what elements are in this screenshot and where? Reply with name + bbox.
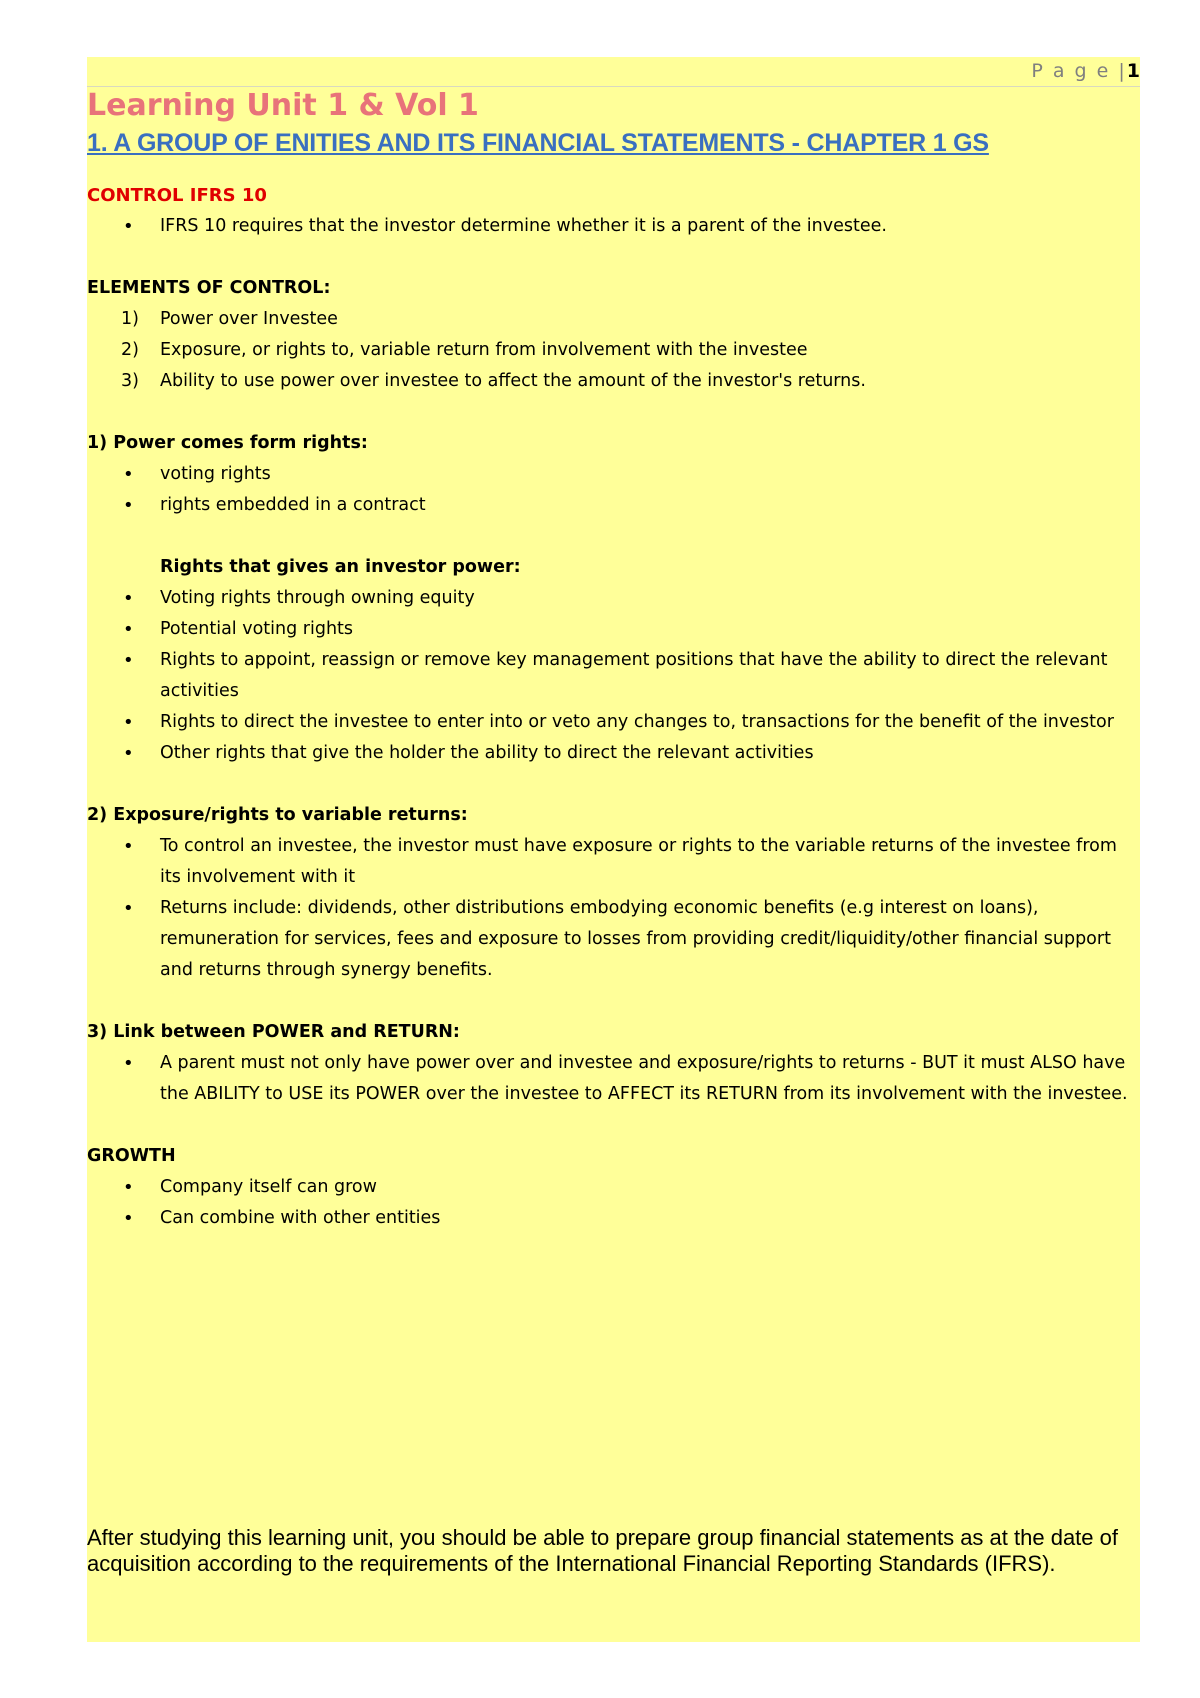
page-number: 1 — [1126, 60, 1140, 82]
list-item: • Can combine with other entities — [87, 1203, 1140, 1234]
page-number-header — [1031, 60, 1140, 82]
list-item: • Rights to appoint, reassign or remove key management positions that have the ability to direct the relevant activities — [87, 645, 1140, 707]
elements-heading: ELEMENTS OF CONTROL: — [87, 278, 331, 298]
power-sub-list — [87, 583, 1140, 769]
list-item — [87, 366, 1140, 397]
exposure-list — [87, 831, 1140, 986]
item-text: Exposure, or rights to, variable return from involvement with the investee — [160, 340, 808, 360]
chapter-title: 1. A GROUP OF ENITIES AND ITS FINANCIAL STATEMENTS - CHAPTER 1 GS — [87, 129, 989, 157]
item-text: Power over Investee — [160, 309, 338, 329]
control-list — [87, 211, 1140, 242]
item-text: Ability to use power over investee to affect the amount of the investor's returns. — [160, 371, 866, 391]
list-item: • A parent must not only have power over and investee and exposure/rights to returns - BUT it must ALSO have the ABILITY to USE its POWER over the investee to AFFECT its RETURN from its involvement with the investee. — [87, 1048, 1140, 1110]
power-subheading: Rights that gives an investor power: — [160, 557, 521, 577]
list-item: • Company itself can grow — [87, 1172, 1140, 1203]
item-number: 2) — [121, 340, 139, 360]
list-item: • Other rights that give the holder the ability to direct the relevant activities — [87, 738, 1140, 769]
page-separator: | — [1118, 60, 1127, 82]
list-item: • Returns include: dividends, other distributions embodying economic benefits (e.g interest on loans), remuneration for services, fees and exposure to losses from providing credit/liquidity/other financial support and returns through synergy benefits. — [87, 893, 1140, 986]
page-label: P a g e — [1031, 60, 1111, 82]
elements-list — [87, 304, 1140, 397]
closing-paragraph: After studying this learning unit, you should be able to prepare group financial statements as at the date of acquisition according to the requirements of the International Financial Reporting Standards (IFRS). — [87, 1525, 1118, 1576]
growth-heading: GROWTH — [87, 1146, 176, 1166]
list-item: • Rights to direct the investee to enter into or veto any changes to, transactions for the benefit of the investor — [87, 707, 1140, 738]
power-list — [87, 459, 1140, 521]
growth-list — [87, 1172, 1140, 1234]
list-item: • Voting rights through owning equity — [87, 583, 1140, 614]
list-item — [87, 304, 1140, 335]
list-item — [87, 335, 1140, 366]
list-item: • To control an investee, the investor must have exposure or rights to the variable returns of the investee from its involvement with it — [87, 831, 1140, 893]
link-heading: 3) Link between POWER and RETURN: — [87, 1022, 460, 1042]
item-number: 1) — [121, 309, 139, 329]
list-item: • voting rights — [87, 459, 1140, 490]
exposure-heading: 2) Exposure/rights to variable returns: — [87, 805, 468, 825]
unit-title: Learning Unit 1 & Vol 1 — [87, 88, 479, 123]
item-number: 3) — [121, 371, 139, 391]
list-item: • rights embedded in a contract — [87, 490, 1140, 521]
power-heading: 1) Power comes form rights: — [87, 433, 368, 453]
control-heading: CONTROL IFRS 10 — [87, 185, 267, 206]
list-item: • IFRS 10 requires that the investor determine whether it is a parent of the investee. — [87, 211, 1140, 242]
list-item: • Potential voting rights — [87, 614, 1140, 645]
document-body — [87, 84, 1140, 1234]
link-list — [87, 1048, 1140, 1110]
